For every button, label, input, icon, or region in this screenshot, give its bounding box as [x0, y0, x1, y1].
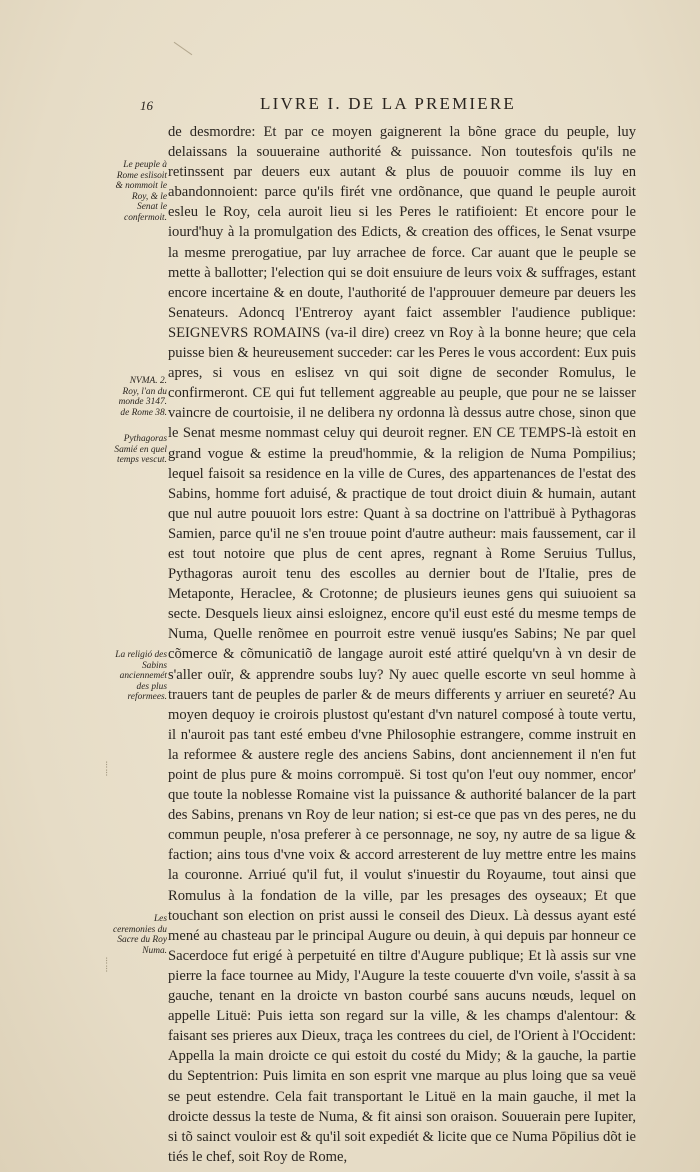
body-paragraph: de desmordre: Et par ce moyen gaignerent la bõne grace du peuple, luy delaissans la souueraine authorité & puissance. Non toutesfois qu'ils ne retinssent par deuers eux autant & plus de pouuoir comme ils luy en abandonnoient: parce qu'ils firét vne ordõnance, que quand le peuple auroit esleu le Roy, cela auroit lieu si les Peres le ratifioient: Et encore pour le iourd'huy à la promulgation des Edicts, & creation des offices, le Senat vsurpe la mesme prerogatiue, par luy arrachee de force. Car auant que le peuple se mette à ballotter; l'election qui se doit ensuiure de leurs voix & suffrages, estant encore incertaine & en doute, l'authorité de l'approuuer demeure par deuers les Senateurs. Adoncq l'Entreroy ayant faict assembler l'audience publique: SEIGNEVRS ROMAINS (va-il dire) creez vn Roy à la bonne heure; que cela puisse bien & heureusement succeder: car les Peres le vous accordent: Eux puis apres, si vous en eslisez vn qui soit digne de seconder Romulus, le confirmeront. CE qui fut tellement aggreable au peuple, que pour ne se laisser vaincre de courtoisie, il ne delibera ny ordonna là dessus autre chose, sinon que le Senat mesme nommast celuy qui deuroit regner. EN CE TEMPS-là estoit en grand vogue & estime la preud'hommie, & la religion de Numa Pompilius; lequel faisoit sa residence en la ville de Cures, des appartenances de l'estat des Sabins, homme fort aduisé, & practique de tout droict diuin & humain, autant que nul autre pouuoit lors estre: Quant à sa doctrine on l'attribuë à Pythagoras Samien, parce qu'il ne s'en trouue point d'autre autheur: mais faussement, car il est tout notoire que plus de cent apres, regnant à Rome Seruius Tullus, Pythagoras auroit tenu des escolles au dernier bout de l'Italie, pres de Metaponte, Heraclee, & Crotonne; de plusieurs ieunes gens qui suiuoient sa secte. Desquels lieux ainsi esloignez, encore qu'il eust esté du mesme temps de Numa, Quelle renõmee en pourroit estre venuë iusqu'es Sabins; Ne par quel cõmerce & cõmunicatiõ de langage auroit esté attiré quelqu'vn à vn desir de s'aller ouïr, & apprendre soubs luy? Ny auec quelle escorte vn seul homme à trauers tant de peuples de parler & de meurs differents y arriuer en seureté? Au moyen dequoy ie croirois plustost qu'estant d'vn naturel composé à toute vertu, il n'auroit pas tant esté embeu d'vne Philosophie estrangere, comme instruit en la reformee & austere regle des anciens Sabins, dont anciennement il n'en fut point de plus pure & moins corrompuë. Si tost qu'on l'eut ouy nommer, encor' que toute la noblesse Romaine vist la puissance & authorité balancer de la part des Sabins, prenans vn Roy de leur nation; si est-ce que pas vn des peres, ne du commun peuple, n'osa preferer à ce personnage, ne soy, ny autre de sa ligue & faction; ains tous d'vne voix & accord arresterent de luy mettre entre les mains la couronne. Arriué qu'il fut, il voulut s'inuestir du Royaume, tout ainsi que Romulus à la fondation de la ville, par les presages des oyseaux; Et que touchant son election on prist aussi le conseil des Dieux. Là dessus ayant esté mené au chasteau par le principal Augure ou deuin, à qui depuis par honneur ce Sacerdoce fut erigé à perpetuité en tiltre d'Augure publique; Et là assis sur vne pierre la face tournee au Midy, l'Augure la teste couuerte d'vn voile, s'assit à sa gauche, tenant en la droicte vn baston courbé sans aucuns nœuds, lequel on appelle Lituë: Puis ietta son regard sur la ville, & les champs d'alentour: & faisant ses prieres aux Dieux, traça les contrees du ciel, de l'Orient à l'Occident: Appella la main droicte ce qui estoit du costé du Midy; & la gauche, la partie du Septentrion: Puis limita en son esprit vne marque au plus loing que sa veuë se peut estendre. Cela fait transportant le Lituë en la main gauche, il met la droicte dessus la teste de Numa, & fit ainsi son oraison. Souuerain pere Iupiter, si tõ sainct vouloir est & qu'il soit expediét & licite que ce Numa Pōpilius dõt ie tiés le chef, soit Roy de Rome, [168, 124, 636, 1165]
page-number: 16 [140, 98, 153, 113]
paper-crease [172, 40, 192, 58]
main-text-column [168, 122, 636, 1167]
faint-ink-mark: ⁝ ⁝ [105, 760, 109, 779]
margin-note: NVMA. 2. Roy, l'an du monde 3147. de Rome 38. [118, 376, 167, 418]
page-header [120, 94, 640, 118]
margin-note: La religió des Sabins anciennemét des plus reformees. [115, 650, 167, 703]
faint-ink-mark: ⁝ ⁝ [105, 956, 109, 975]
margin-note: Les ceremonies du Sacre du Roy Numa. [112, 914, 167, 956]
margin-note: Le peuple à Rome eslisoit & nommoit le Roy, & le Senat le confermoit. [115, 160, 167, 223]
running-title: LIVRE I. DE LA PREMIERE [260, 94, 517, 113]
margin-note: Pythagoras Samié en quel temps vescut. [114, 434, 167, 466]
